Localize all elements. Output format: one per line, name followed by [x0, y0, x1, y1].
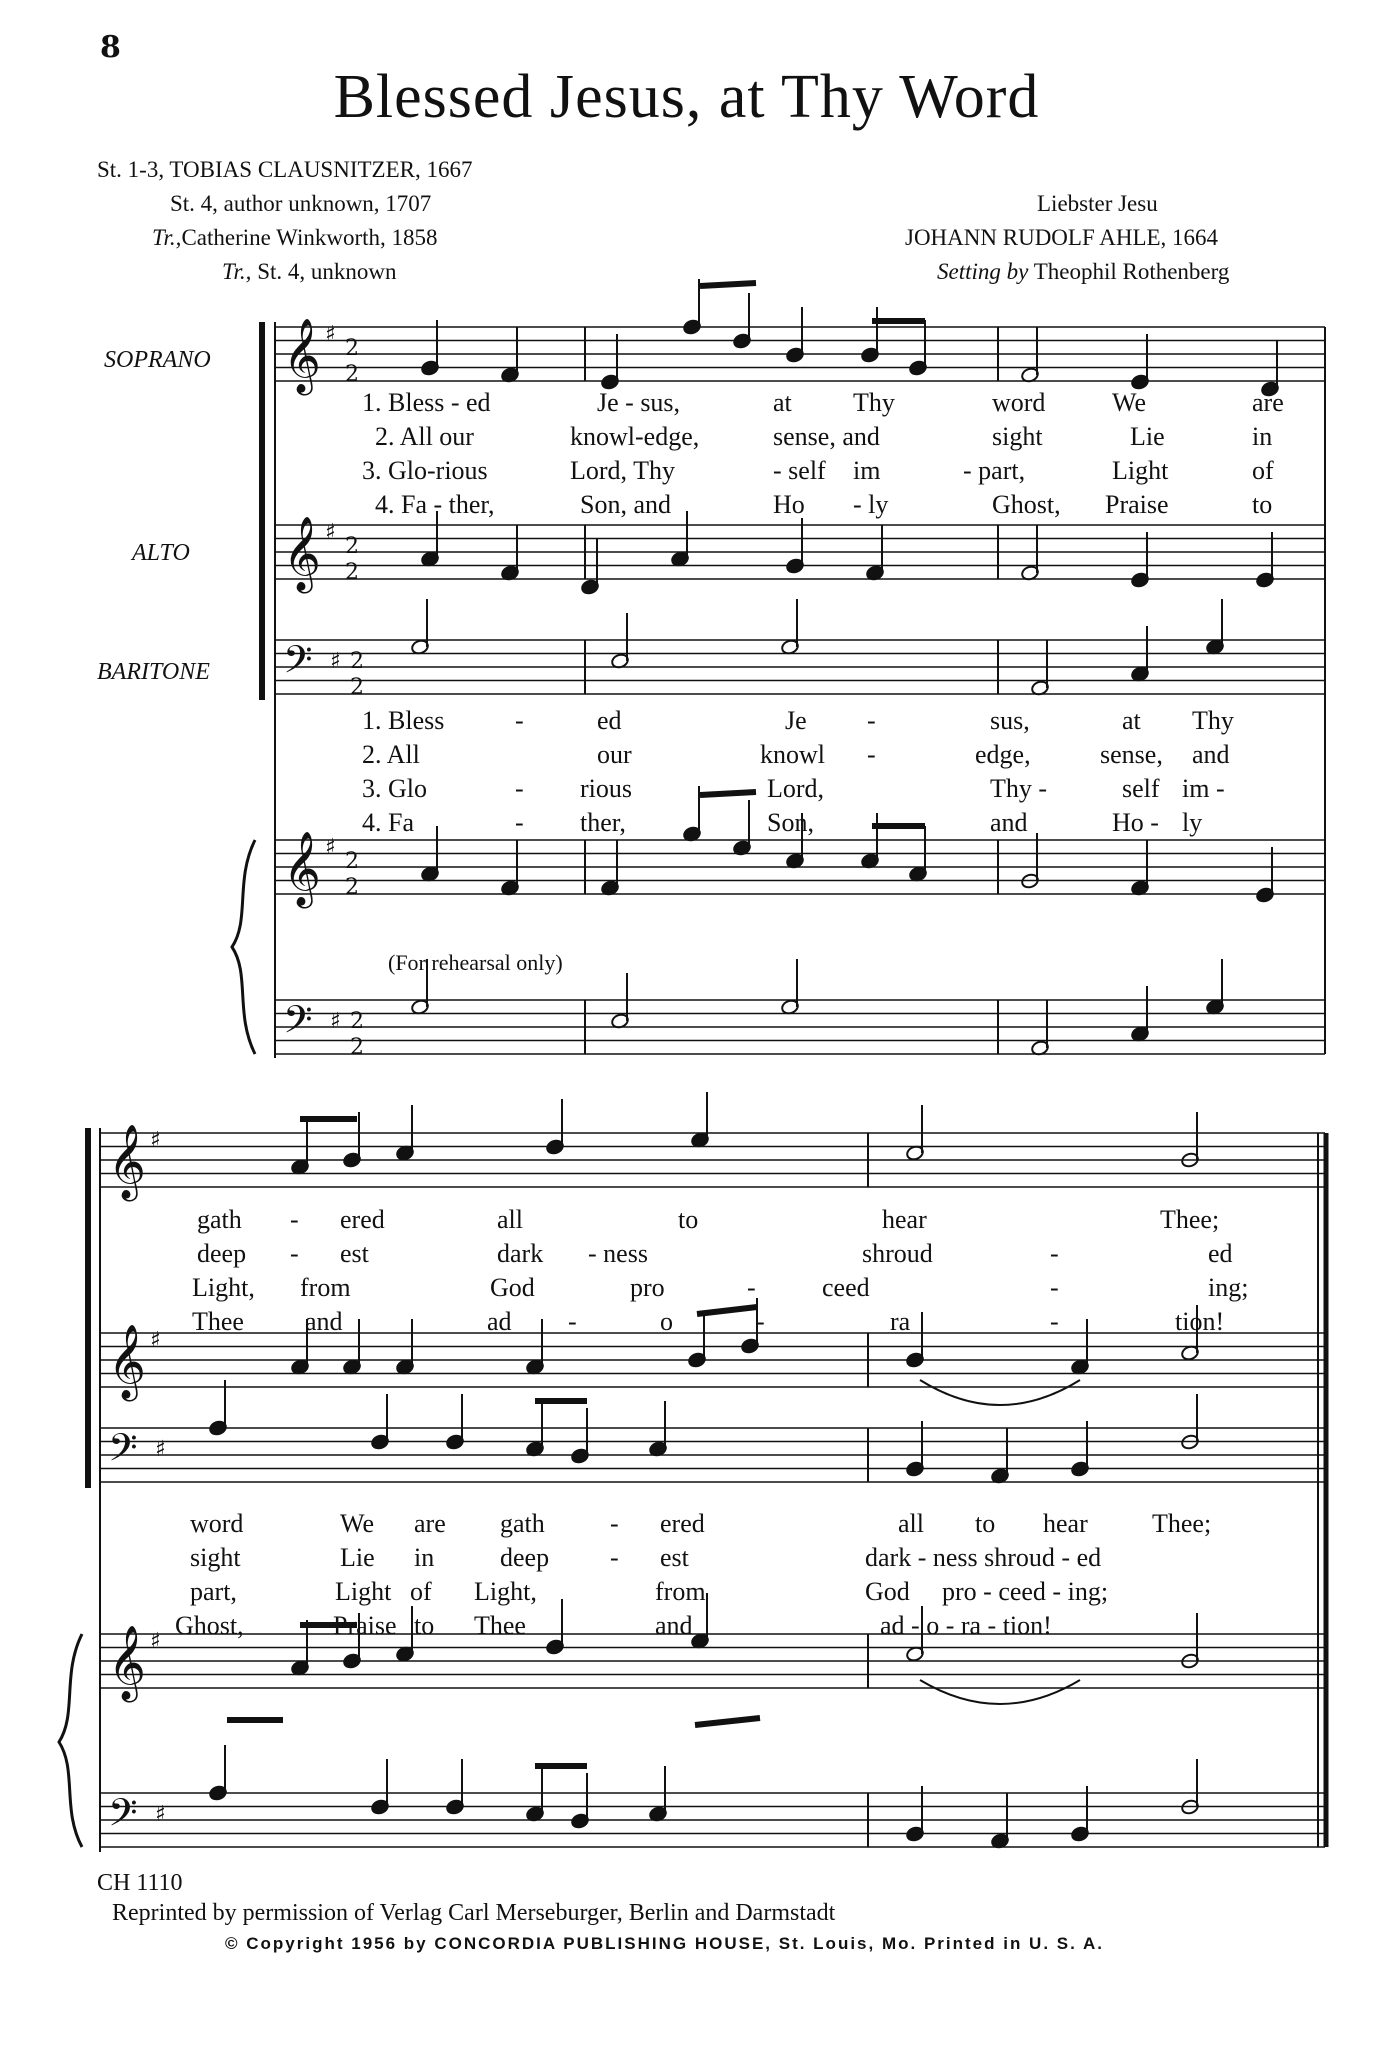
lyric-syllable: in — [1252, 422, 1273, 451]
lyric-syllable: sus, — [990, 706, 1030, 735]
lyric-syllable: ther, — [580, 808, 626, 837]
sharp-key-signature: ♯ — [325, 520, 336, 545]
lyric-syllable: gath — [197, 1205, 242, 1234]
lyric-syllable: knowl-edge, — [570, 422, 700, 451]
lyric-syllable: ered — [660, 1509, 705, 1538]
lyric-syllable: sense, and — [773, 422, 880, 451]
lyric-syllable: Thee — [192, 1307, 244, 1336]
page-number: 8 — [100, 30, 121, 65]
lyric-syllable: Praise — [1105, 490, 1169, 519]
lyric-syllable: Light — [335, 1577, 392, 1606]
lyric-syllable: est — [340, 1239, 369, 1268]
lyric-syllable: sight — [992, 422, 1043, 451]
sharp-key-signature: ♯ — [150, 1128, 161, 1153]
lyric-syllable: to — [975, 1509, 996, 1538]
lyric-syllable: - — [515, 774, 524, 803]
lyric-syllable: shroud — [862, 1239, 933, 1268]
lyric-syllable: at — [1122, 706, 1141, 735]
lyric-syllable: at — [773, 388, 792, 417]
lyric-syllable: Thee; — [1160, 1205, 1220, 1234]
lyric-syllable: Lie — [340, 1543, 375, 1572]
lyric-syllable: Ho — [773, 490, 805, 519]
lyric-syllable: Lord, Thy — [570, 456, 675, 485]
lyric-syllable: are — [1252, 388, 1284, 417]
tune-name: Liebster Jesu — [1037, 191, 1158, 216]
lyric-syllable: ad - o - ra - tion! — [880, 1611, 1052, 1640]
lyric-syllable: our — [597, 740, 632, 769]
lyric-syllable: - — [515, 808, 524, 837]
lyric-syllable: - — [568, 1307, 577, 1336]
time-sig-2: 2 — [345, 875, 359, 900]
slur — [920, 1680, 1080, 1704]
lyric-syllable: 3. Glo — [362, 774, 427, 803]
lyric-syllable: from — [300, 1273, 351, 1302]
treble-clef: 𝄞 — [108, 1125, 146, 1199]
lyric-syllable: pro — [630, 1273, 665, 1302]
lyric-syllable: Ghost, — [992, 490, 1061, 519]
sharp-key-signature: ♯ — [150, 1629, 161, 1654]
time-sig-2: 2 — [345, 362, 359, 387]
lyric-syllable: ly — [1182, 808, 1203, 837]
lyric-syllable: Thee; — [1152, 1509, 1212, 1538]
lyric-syllable: - self — [773, 456, 826, 485]
lyric-syllable: im - — [1182, 774, 1225, 803]
arranger-credit: Setting by Theophil Rothenberg — [937, 259, 1230, 284]
lyric-syllable: are — [414, 1509, 446, 1538]
lyric-syllable: God — [865, 1577, 910, 1606]
lyric-syllable: pro - ceed - ing; — [942, 1577, 1109, 1606]
lyric-syllable: and — [990, 808, 1028, 837]
treble-clef: 𝄞 — [283, 832, 321, 906]
lyric-syllable: Ho - — [1112, 808, 1159, 837]
translator-credit-2: Tr., St. 4, unknown — [222, 259, 397, 284]
note-beam — [700, 792, 756, 795]
lyric-syllable: - — [610, 1509, 619, 1538]
lyric-syllable: Thy — [1192, 706, 1234, 735]
time-sig-2: 2 — [350, 1035, 364, 1060]
voice-label-alto: ALTO — [132, 540, 190, 566]
lyric-syllable: - — [747, 1273, 756, 1302]
lyric-syllable: ered — [340, 1205, 385, 1234]
lyric-syllable: - — [867, 740, 876, 769]
lyric-syllable: Light, — [192, 1273, 255, 1302]
lyric-syllable: - — [756, 1307, 765, 1336]
treble-clef: 𝄞 — [108, 1325, 146, 1399]
lyric-syllable: 3. Glo-rious — [362, 456, 488, 485]
copyright-notice: © Copyright 1956 by CONCORDIA PUBLISHING HOUSE, St. Louis, Mo. Printed in U. S. A. — [225, 1934, 1104, 1953]
lyric-syllable: Son, — [767, 808, 814, 837]
composer-credit: JOHANN RUDOLF AHLE, 1664 — [905, 225, 1219, 250]
lyric-syllable: ed — [597, 706, 622, 735]
page-title: Blessed Jesus, at Thy Word — [333, 63, 1040, 131]
lyric-syllable: Light — [1112, 456, 1169, 485]
lyric-syllable: Thy - — [990, 774, 1048, 803]
treble-clef: 𝄞 — [283, 517, 321, 591]
sharp-key-signature: ♯ — [325, 835, 336, 860]
lyric-syllable: - part, — [963, 456, 1026, 485]
catalog-number: CH 1110 — [97, 1870, 183, 1896]
lyric-syllable: 1. Bless - ed — [362, 388, 491, 417]
lyric-syllable: est — [660, 1543, 689, 1572]
time-sig-2: 2 — [345, 849, 359, 874]
lyric-syllable: Lie — [1130, 422, 1165, 451]
note-beam — [700, 283, 756, 286]
lyric-syllable: 2. All our — [375, 422, 474, 451]
lyric-syllable: tion! — [1175, 1307, 1225, 1336]
lyric-syllable: ing; — [1208, 1273, 1249, 1302]
lyric-syllable: word — [992, 388, 1046, 417]
lyric-syllable: - — [290, 1205, 299, 1234]
lyric-syllable: dark - ness shroud - ed — [865, 1543, 1102, 1572]
bass-clef: 𝄢 — [283, 997, 313, 1051]
lyric-syllable: - — [610, 1543, 619, 1572]
lyric-syllable: all — [497, 1205, 523, 1234]
lyric-syllable: - — [515, 706, 524, 735]
lyric-syllable: and — [305, 1307, 343, 1336]
sharp-key-signature: ♯ — [325, 322, 336, 347]
lyric-syllable: ed — [1208, 1239, 1233, 1268]
lyric-syllable: ceed — [822, 1273, 870, 1302]
note-beam — [695, 1718, 760, 1725]
lyric-syllable: 2. All — [362, 740, 420, 769]
treble-clef: 𝄞 — [108, 1626, 146, 1700]
lyric-syllable: hear — [882, 1205, 927, 1234]
lyric-syllable: - — [1050, 1273, 1059, 1302]
bass-clef: 𝄢 — [108, 1790, 138, 1844]
time-sig-2: 2 — [350, 675, 364, 700]
permission-notice: Reprinted by permission of Verlag Carl Merseburger, Berlin and Darmstadt — [112, 1900, 836, 1926]
lyric-syllable: 4. Fa — [362, 808, 414, 837]
author-credit-2: St. 4, author unknown, 1707 — [170, 191, 432, 216]
bass-clef: 𝄢 — [108, 1425, 138, 1479]
lyric-syllable: dark — [497, 1239, 544, 1268]
lyric-syllable: - — [1050, 1307, 1059, 1336]
lyric-syllable: of — [410, 1577, 432, 1606]
lyric-syllable: Je - sus, — [597, 388, 681, 417]
lyric-syllable: deep — [500, 1543, 550, 1572]
lyric-syllable: ra — [890, 1307, 911, 1336]
lyric-syllable: Lord, — [767, 774, 825, 803]
bass-clef: 𝄢 — [283, 637, 313, 691]
lyric-syllable: to — [678, 1205, 699, 1234]
voice-label-soprano: SOPRANO — [104, 347, 211, 373]
lyric-syllable: ad — [487, 1307, 512, 1336]
lyric-syllable: Praise — [333, 1611, 397, 1640]
voice-label-baritone: BARITONE — [97, 659, 210, 685]
lyric-syllable: Ghost, — [175, 1611, 244, 1640]
lyric-syllable: 1. Bless — [362, 706, 445, 735]
lyric-syllable: - — [1050, 1239, 1059, 1268]
lyric-syllable: rious — [580, 774, 632, 803]
piano-brace-2 — [59, 1634, 82, 1847]
lyric-syllable: 4. Fa - ther, — [375, 490, 495, 519]
lyric-syllable: to — [1252, 490, 1273, 519]
lyric-syllable: Je — [785, 706, 807, 735]
lyric-syllable: gath — [500, 1509, 545, 1538]
lyric-syllable: o — [660, 1307, 673, 1336]
lyric-syllable: deep — [197, 1239, 247, 1268]
lyric-syllable: - ness — [588, 1239, 648, 1268]
lyric-syllable: - ly — [853, 490, 889, 519]
lyric-syllable: part, — [190, 1577, 237, 1606]
lyric-syllable: Thee — [474, 1611, 526, 1640]
lyric-syllable: knowl — [760, 740, 825, 769]
time-sig-2: 2 — [350, 1009, 364, 1034]
translator-credit-1: Tr.,Catherine Winkworth, 1858 — [152, 225, 438, 250]
sharp-key-signature: ♯ — [330, 1009, 341, 1034]
lyric-syllable: sense, — [1100, 740, 1163, 769]
lyric-syllable: sight — [190, 1543, 241, 1572]
sharp-key-signature: ♯ — [150, 1328, 161, 1353]
sharp-key-signature: ♯ — [155, 1437, 166, 1462]
lyric-syllable: all — [898, 1509, 924, 1538]
lyric-syllable: We — [340, 1509, 374, 1538]
lyric-syllable: hear — [1043, 1509, 1088, 1538]
lyric-syllable: edge, — [975, 740, 1031, 769]
treble-clef: 𝄞 — [283, 319, 321, 393]
lyric-syllable: - — [290, 1239, 299, 1268]
lyric-syllable: We — [1112, 388, 1146, 417]
slur — [920, 1380, 1080, 1405]
lyric-syllable: Thy — [853, 388, 895, 417]
lyric-syllable: self — [1122, 774, 1160, 803]
note-beam — [697, 1307, 757, 1314]
rehearsal-note: (For rehearsal only) — [388, 950, 563, 975]
lyric-syllable: and — [1192, 740, 1230, 769]
lyric-syllable: of — [1252, 456, 1274, 485]
piano-brace — [232, 840, 255, 1054]
sharp-key-signature: ♯ — [155, 1802, 166, 1827]
lyric-syllable: God — [490, 1273, 535, 1302]
lyric-syllable: Son, and — [580, 490, 671, 519]
lyric-syllable: and — [655, 1611, 693, 1640]
time-sig-2: 2 — [350, 649, 364, 674]
lyric-syllable: Light, — [474, 1577, 537, 1606]
lyric-syllable: im — [853, 456, 881, 485]
author-credit-1: St. 1-3, TOBIAS CLAUSNITZER, 1667 — [97, 157, 473, 182]
time-sig-2: 2 — [345, 534, 359, 559]
lyric-syllable: in — [414, 1543, 435, 1572]
lyric-syllable: word — [190, 1509, 244, 1538]
time-sig-2: 2 — [345, 560, 359, 585]
lyric-syllable: - — [867, 706, 876, 735]
sharp-key-signature: ♯ — [330, 649, 341, 674]
time-sig-2: 2 — [345, 336, 359, 361]
lyric-syllable: from — [655, 1577, 706, 1606]
lyric-syllable: to — [414, 1611, 435, 1640]
